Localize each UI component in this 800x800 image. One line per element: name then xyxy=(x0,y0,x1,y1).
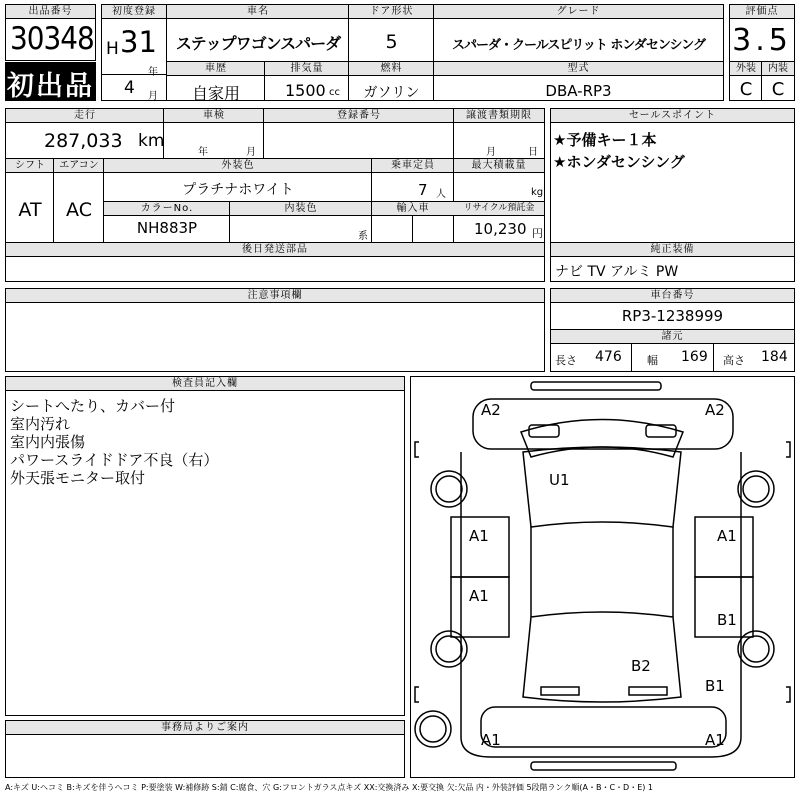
damage-mark: A1 xyxy=(481,731,501,749)
dimensions-label: 諸元 xyxy=(551,330,794,344)
registration-month: 4 xyxy=(124,78,135,98)
exterior-grade-label: 外装 xyxy=(730,62,762,76)
inspector-line: シートへたり、カバー付 xyxy=(10,397,176,415)
car-diagram xyxy=(410,376,795,778)
fuel: ガソリン xyxy=(363,85,420,101)
grade-label: グレード xyxy=(434,5,723,19)
recycle-label: リサイクル預託金 xyxy=(454,202,544,216)
displacement-unit: cc xyxy=(329,87,340,98)
damage-mark: B1 xyxy=(705,677,725,695)
first-listing-badge-text: 初出品 xyxy=(7,71,94,102)
color-label: 外装色 xyxy=(104,159,372,173)
recycle-unit: 円 xyxy=(532,227,543,240)
equipment: ナビ TV アルミ PW xyxy=(555,264,679,280)
inspection-label: 車検 xyxy=(164,109,264,123)
legend: A:キズ U:ヘコミ B:キズを伴うヘコミ P:要塗装 W:補修跡 S:錆 C:腐食、穴 G:フロントガラス点キズ XX:交換済み X:要交換 欠:欠品 内・外装評価 5段階ランク順(A・B・C・D・E) 1 xyxy=(5,783,654,792)
transfer-month-unit: 月 xyxy=(486,147,496,158)
door-label: ドア形状 xyxy=(349,5,434,19)
score-label: 評価点 xyxy=(730,5,794,19)
height: 184 xyxy=(761,349,788,365)
history: 自家用 xyxy=(191,84,240,103)
damage-mark: A2 xyxy=(705,401,725,419)
reg-number-label: 登録番号 xyxy=(264,109,454,123)
details-box xyxy=(5,108,545,243)
air-conditioner: AC xyxy=(66,199,92,221)
exterior-grade: C xyxy=(739,79,753,100)
damage-mark: U1 xyxy=(549,471,570,489)
exterior-color: プラチナホワイト xyxy=(182,182,294,198)
sales-point-item: ★ホンダセンシング xyxy=(553,153,685,171)
first-registration-box xyxy=(101,4,167,101)
grade: スパーダ・クールスピリット ホンダセンシング xyxy=(452,38,705,53)
score-box xyxy=(729,4,795,101)
transfer-day-unit: 日 xyxy=(528,147,538,158)
chassis-label: 車台番号 xyxy=(551,289,794,303)
equipment-box xyxy=(550,242,795,282)
color-no-label: カラーNo. xyxy=(104,202,230,216)
inspector-line: 外天張モニター取付 xyxy=(10,469,146,487)
mileage-unit: km xyxy=(138,131,165,151)
inspection-year-unit: 年 xyxy=(198,147,208,158)
lot-number: 30348 xyxy=(10,21,94,57)
damage-mark: A1 xyxy=(717,527,737,545)
era: H xyxy=(106,39,119,59)
import-label: 輸入車 xyxy=(372,202,454,216)
year-unit: 年 xyxy=(148,67,158,78)
length-label: 長さ xyxy=(555,354,577,367)
sales-points-label: セールスポイント xyxy=(551,109,794,123)
interior-grade-label: 内装 xyxy=(762,62,794,76)
interior-color-unit: 系 xyxy=(358,231,368,242)
shift: AT xyxy=(18,199,42,221)
fuel-label: 燃料 xyxy=(349,62,434,76)
interior-grade: C xyxy=(771,79,785,100)
height-label: 高さ xyxy=(723,354,745,367)
damage-mark: B1 xyxy=(717,611,737,629)
capacity-label: 乗車定員 xyxy=(372,159,454,173)
month-unit: 月 xyxy=(148,91,158,102)
office-label: 事務局よりご案内 xyxy=(6,721,404,735)
lot-number-label: 出品番号 xyxy=(6,5,95,19)
lot-number-box xyxy=(5,4,96,61)
chassis-number: RP3-1238999 xyxy=(621,307,724,325)
notes-label: 注意事項欄 xyxy=(6,289,544,303)
model-label: 型式 xyxy=(434,62,723,76)
damage-mark: A1 xyxy=(469,587,489,605)
chassis-box xyxy=(550,288,795,372)
sales-points-box xyxy=(550,108,795,243)
registration-year: 31 xyxy=(120,25,157,59)
max-load-label: 最大積載量 xyxy=(454,159,544,173)
ac-label: エアコン xyxy=(54,159,104,173)
history-label: 車歴 xyxy=(167,62,265,76)
equipment-label: 純正装備 xyxy=(551,243,794,257)
width: 169 xyxy=(681,349,708,365)
office-box xyxy=(5,720,405,778)
color-number: NH883P xyxy=(136,219,198,237)
transfer-deadline-label: 譲渡書類期限 xyxy=(454,109,544,123)
inspector-line: 室内汚れ xyxy=(10,415,71,433)
displacement: 1500 xyxy=(285,81,326,100)
damage-mark: A2 xyxy=(481,401,501,419)
car-outline xyxy=(411,377,794,777)
width-label: 幅 xyxy=(647,354,658,367)
mileage: 287,033 xyxy=(44,130,123,152)
damage-mark: A1 xyxy=(469,527,489,545)
capacity: 7 xyxy=(418,181,428,199)
model: DBA-RP3 xyxy=(545,82,612,100)
recycle-fee: 10,230 xyxy=(474,220,527,238)
inspection-month-unit: 月 xyxy=(246,147,256,158)
inspector-line: パワースライドドア不良（右） xyxy=(10,451,219,469)
sales-point-item: ★予備キー１本 xyxy=(553,131,657,149)
car-info-box xyxy=(166,4,724,101)
interior-color-label: 内装色 xyxy=(230,202,372,216)
shift-label: シフト xyxy=(6,159,54,173)
inspector-box xyxy=(5,376,405,716)
door-count: 5 xyxy=(385,31,398,53)
car-name: ステップワゴンスパーダ xyxy=(175,34,341,53)
car-name-label: 車名 xyxy=(167,5,349,19)
later-parts-box xyxy=(5,242,545,282)
damage-mark: A1 xyxy=(705,731,725,749)
first-registration-label: 初度登録 xyxy=(102,5,166,19)
damage-mark: B2 xyxy=(631,657,651,675)
length: 476 xyxy=(595,349,622,365)
notes-box xyxy=(5,288,545,372)
max-load-unit: kg xyxy=(531,187,544,198)
later-parts-label: 後日発送部品 xyxy=(6,243,544,257)
mileage-label: 走行 xyxy=(6,109,164,123)
score: 3.5 xyxy=(732,23,792,58)
inspector-line: 室内内張傷 xyxy=(10,433,86,451)
inspector-label: 検査員記入欄 xyxy=(6,377,404,391)
capacity-unit: 人 xyxy=(436,189,446,200)
displacement-label: 排気量 xyxy=(265,62,349,76)
